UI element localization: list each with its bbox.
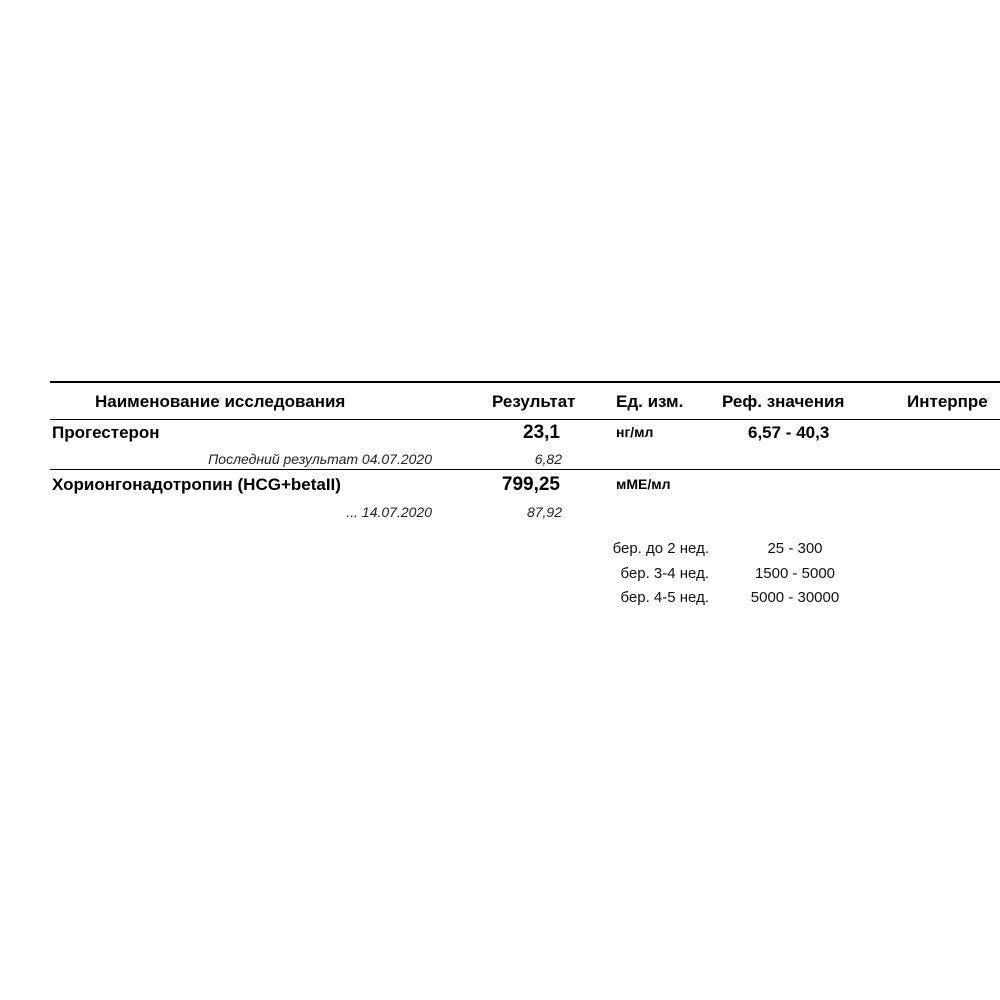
test-reference-range: 6,57 - 40,3 bbox=[748, 423, 830, 442]
header-unit: Ед. изм. bbox=[616, 392, 684, 411]
previous-result-label: Последний результат 04.07.2020 bbox=[208, 451, 432, 467]
norm-range: 5000 - 30000 bbox=[750, 589, 840, 606]
test-name: Хорионгонадотропин (HCG+betaII) bbox=[52, 475, 341, 494]
norm-period: бер. 4-5 нед. bbox=[620, 589, 709, 606]
table-top-rule bbox=[50, 381, 1000, 383]
test-result: 23,1 bbox=[523, 422, 560, 443]
previous-result-value: 87,92 bbox=[526, 504, 562, 520]
norm-period: бер. 3-4 нед. bbox=[620, 565, 709, 582]
previous-result-label: ... 14.07.2020 bbox=[346, 504, 432, 520]
norm-period: бер. до 2 нед. bbox=[612, 540, 709, 557]
header-bottom-rule bbox=[50, 419, 1000, 420]
test-unit: нг/мл bbox=[616, 424, 654, 440]
norm-range: 1500 - 5000 bbox=[754, 565, 836, 582]
test-result: 799,25 bbox=[501, 474, 560, 495]
previous-result-value: 6,82 bbox=[534, 451, 562, 467]
header-result: Результат bbox=[492, 392, 576, 411]
norm-range: 25 - 300 bbox=[767, 540, 823, 557]
row-divider bbox=[50, 469, 1000, 470]
test-unit: мМЕ/мл bbox=[616, 476, 671, 492]
header-interpretation: Интерпре bbox=[907, 392, 988, 411]
header-reference: Реф. значения bbox=[722, 392, 845, 411]
header-test-name: Наименование исследования bbox=[95, 392, 346, 411]
test-name: Прогестерон bbox=[52, 423, 160, 442]
